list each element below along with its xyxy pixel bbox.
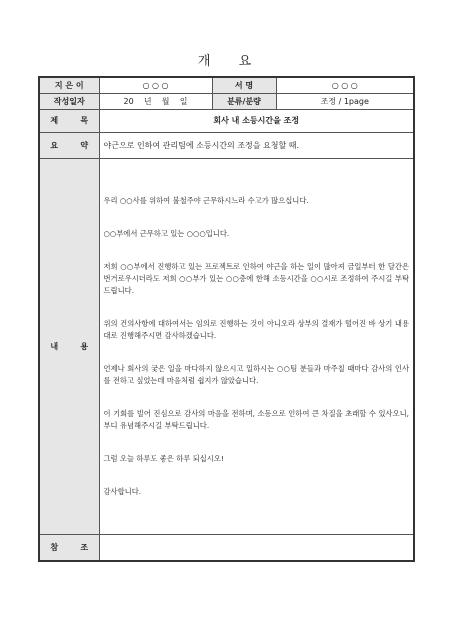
summary-form	[38, 76, 415, 562]
reference-value	[99, 534, 414, 561]
subject-row	[39, 109, 414, 132]
author-row	[39, 77, 414, 93]
content-paragraph: 이 기회를 빌어 진심으로 감사의 마음을 전하며, 소등으로 인하여 큰 차질을 초래할 수 있사오니, 부디 유념해주시길 부탁드립니다.	[103, 408, 409, 430]
signature-label: 서 명	[212, 77, 276, 93]
category-value: 조정 / 1page	[276, 93, 414, 109]
content-body	[99, 158, 414, 534]
content-paragraph: 우리 ○○사를 위하여 불철주야 근무하시느라 수고가 많으십니다.	[103, 195, 309, 205]
content-paragraph: ○○부에서 근무하고 있는 ○○○입니다.	[103, 228, 230, 238]
summary-label: 요 약	[39, 132, 99, 158]
document-title: 개 요	[197, 54, 253, 69]
summary-value: 야근으로 인하여 관리팀에 소등시간의 조정을 요청할 때.	[99, 132, 414, 158]
reference-row	[39, 534, 414, 561]
content-paragraph: 위의 건의사항에 대하여서는 임의로 진행하는 것이 아니오라 상부의 결재가 떨어진 바 상기 내용대로 진행해주시면 감사하겠습니다.	[103, 318, 409, 340]
signature-value: ○ ○ ○	[276, 77, 414, 93]
author-label: 지 은 이	[39, 77, 99, 93]
subject-label: 제 목	[39, 109, 99, 132]
content-label: 내 용	[39, 158, 99, 534]
date-value: 20 년 월 일	[99, 93, 212, 109]
author-value: ○ ○ ○	[99, 77, 212, 93]
content-paragraph: 그럼 오늘 하루도 좋은 하루 되십시오!	[103, 453, 224, 463]
category-label: 분류/분량	[212, 93, 276, 109]
content-paragraph: 언제나 회사의 궂은 일을 마다하지 않으시고 일하시는 ○○팀 분들과 마주칠 때마다 감사의 인사를 전하고 싶었는데 마음처럼 쉽지가 않았습니다.	[103, 363, 409, 385]
date-row	[39, 93, 414, 109]
content-row	[39, 158, 414, 534]
content-paragraph: 저희 ○○부에서 진행하고 있는 프로젝트로 인하여 야근을 하는 일이 많아져 금일부터 한 달간은 번거로우시더라도 저희 ○○부가 있는 ○○층에 한해 소등시간을 ○○시로 조정하여 주시길 부탁드립니다.	[103, 261, 409, 295]
summary-row	[39, 132, 414, 158]
subject-value: 회사 내 소등시간을 조정	[99, 109, 414, 132]
content-paragraph: 감사합니다.	[103, 486, 142, 496]
reference-label: 참 조	[39, 534, 99, 561]
date-label: 작성일자	[39, 93, 99, 109]
